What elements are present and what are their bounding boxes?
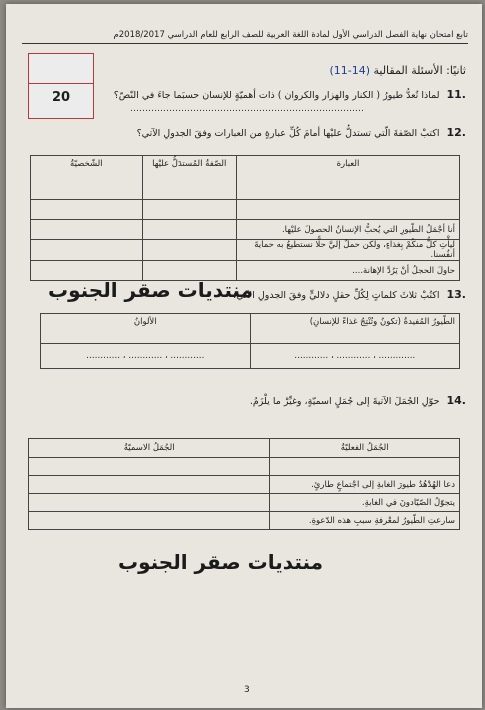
phrase-cell: ليأْتِ كلُّ منكُمْ بِغذاءٍ، ولكن حملٌ إليَّ حلًّا نستطيعُ به حمايةَ أنفُسنا. xyxy=(236,240,459,261)
verbal-sentence-cell: دعا الهُدْهُدُ طيورَ الغابةِ إلى اجْتماعٍ طارئٍ. xyxy=(270,476,460,494)
question-11 xyxy=(114,88,466,101)
nominal-answer-cell[interactable] xyxy=(29,512,270,530)
table-row xyxy=(31,240,460,261)
question-14-number: 14. xyxy=(446,394,466,407)
watermark-top: منتديات صقر الجنوب xyxy=(48,278,254,302)
question-13-text: اكتُبْ ثلاثَ كلماتٍ لِكُلِّ حقلٍ دلاليٍّ وفقَ الجدولِ الآتي: xyxy=(233,290,440,301)
header-verbal-sentences: الجُمَلُ الفعليّةُ xyxy=(270,439,460,458)
question-13-number: 13. xyxy=(446,288,466,301)
exam-page xyxy=(6,4,482,708)
question-11-number: 11. xyxy=(446,88,466,101)
useful-birds-answer-cell[interactable]: .………… ، ………… ، ………… xyxy=(250,344,460,369)
character-answer-cell[interactable] xyxy=(31,200,143,220)
table-row xyxy=(41,344,460,369)
character-answer-cell[interactable] xyxy=(31,240,143,261)
table-header-row xyxy=(29,439,460,458)
verbal-sentence-cell: يتجوّلُ الصّيّادونَ في الغابةِ. xyxy=(270,494,460,512)
watermark-bottom: منتديات صقر الجنوب xyxy=(118,550,324,574)
question-13-table xyxy=(40,313,460,369)
trait-answer-cell[interactable] xyxy=(142,220,236,240)
question-12-table xyxy=(30,155,460,281)
section-title-text: ثانيًا: الأسئلة المقالية xyxy=(373,64,466,77)
header-colors: الألوانُ xyxy=(41,314,251,344)
question-11-text: لماذا تُعدُّ طيورُ ( الكنار والهزار والكروان ) ذات أهميّةٍ للإنسان حسبَما جاءَ في النّصّ؟ xyxy=(113,90,440,101)
character-answer-cell[interactable] xyxy=(31,220,143,240)
score-box xyxy=(28,53,94,119)
phrase-cell xyxy=(236,200,459,220)
table-row xyxy=(31,200,460,220)
verbal-sentence-cell: سارعتِ الطّيورُ لمعْرفةِ سببِ هذه الدّعوةِ. xyxy=(270,512,460,530)
colors-answer-cell[interactable]: ………… ، ………… ، ………… xyxy=(41,344,251,369)
trait-answer-cell[interactable] xyxy=(142,240,236,261)
question-12 xyxy=(137,126,466,139)
question-11-answer-line: …………………………………………………………………… xyxy=(130,104,364,114)
section-title xyxy=(329,64,466,77)
score-divider xyxy=(29,83,93,84)
question-14-text: حوّلِ الجُمَلَ الآتيةَ إلى جُمَلٍ اسميّةٍ، وغيِّرْ ما يلْزَمُ. xyxy=(249,396,440,407)
table-row xyxy=(29,476,460,494)
header-trait: الصّفةُ المُستدَلُّ عليْها xyxy=(142,156,236,200)
exam-header: تابع امتحان نهاية الفصل الدراسي الأول لمادة اللغة العربية للصف الرابع للعام الدراسي 2018/2017م xyxy=(22,30,468,44)
table-row xyxy=(29,494,460,512)
header-character: الشّخصيّةُ xyxy=(31,156,143,200)
question-14 xyxy=(250,394,466,407)
header-useful-birds: الطّيورُ المُفيدةُ (تكونُ وتُنْتِجُ غذاءً للإنسانِ) xyxy=(250,314,460,344)
table-row xyxy=(29,458,460,476)
header-nominal-sentences: الجُمَلُ الاسميّةُ xyxy=(29,439,270,458)
score-value: 20 xyxy=(51,90,71,105)
page-number: 3 xyxy=(244,685,250,695)
nominal-answer-cell[interactable] xyxy=(29,458,270,476)
header-phrase: العبارة xyxy=(236,156,459,200)
phrase-cell: حاولَ الحجلُ أنْ يَرُدَّ الإهانة.... xyxy=(236,261,459,281)
question-12-number: 12. xyxy=(446,126,466,139)
nominal-answer-cell[interactable] xyxy=(29,494,270,512)
table-row xyxy=(31,220,460,240)
question-14-table xyxy=(28,438,460,530)
table-header-row xyxy=(41,314,460,344)
question-13 xyxy=(233,288,466,301)
question-12-text: اكتبْ الصّفةَ الّتي تستدلُّ عليْها أمامَ كُلِّ عبارةٍ من العبارات وفقَ الجدولِ الآتي؟ xyxy=(136,128,440,139)
phrase-cell: أنا أجْمَلُ الطّيورِ التي يُحبُّ الإنسانُ الحصولَ عليْها. xyxy=(236,220,459,240)
section-range: (11-14) xyxy=(329,64,370,77)
trait-answer-cell[interactable] xyxy=(142,200,236,220)
table-header-row xyxy=(31,156,460,200)
table-row xyxy=(29,512,460,530)
nominal-answer-cell[interactable] xyxy=(29,476,270,494)
verbal-sentence-cell xyxy=(270,458,460,476)
